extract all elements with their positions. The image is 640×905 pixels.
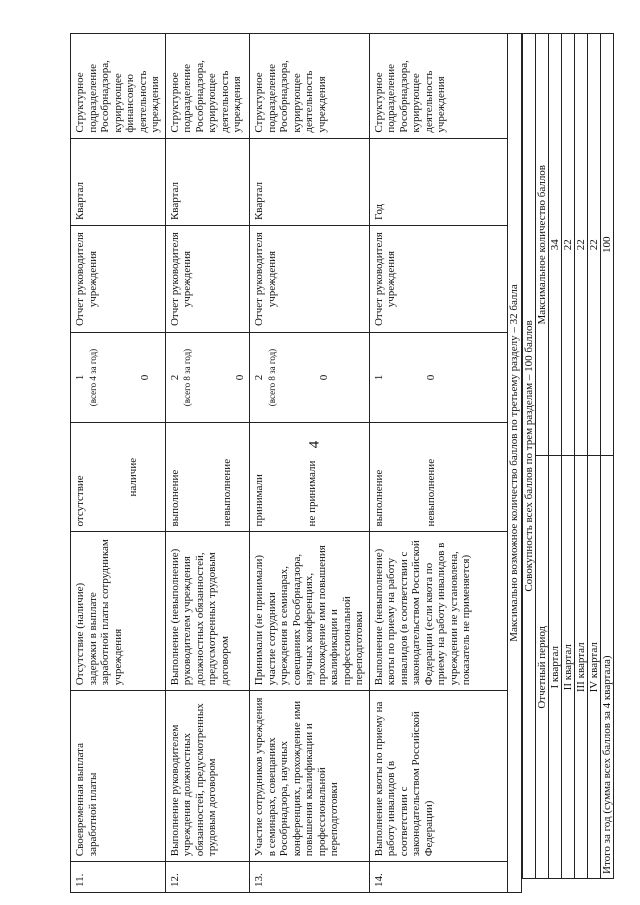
criterion: Выполнение (невыполнение) квоты по приему на работу инвалидов (в соответствии с законодательством Российской Федерации (если квота по приему на работу инвалидов в учреждении не установлена, показатель не применяется) [369, 532, 507, 691]
row-number: 11. [71, 862, 166, 893]
table-row [507, 34, 521, 893]
report-period: Квартал [165, 138, 250, 225]
summary-period: IV квартал [587, 456, 600, 879]
table-row [71, 34, 166, 893]
responsible-unit: Структурное подразделение Рособрнадзора, курирующее деятельность учреждения [250, 34, 370, 139]
summary-col-max: Максимальное количество баллов [535, 34, 548, 457]
points-b: 0 [139, 374, 151, 381]
summary-table [522, 33, 614, 879]
table-row [369, 34, 507, 893]
table-row [165, 34, 250, 893]
points-note: (всего 8 за год) [266, 348, 277, 407]
page-number: 4 [306, 440, 323, 449]
section-max-points: Максимально возможное количество баллов по третьему разделу – 32 балла [507, 34, 521, 893]
points [250, 333, 370, 423]
criterion-values [71, 422, 166, 532]
summary-period: II квартал [561, 456, 574, 879]
points [165, 333, 250, 423]
row-number: 12. [165, 862, 250, 893]
rotated-document [70, 33, 614, 893]
points-b: 0 [318, 374, 330, 381]
report-period: Квартал [250, 138, 370, 225]
responsible-unit: Структурное подразделение Рособрнадзора, курирующее деятельность учреждения [165, 34, 250, 139]
report-source: Отчет руководителя учреждения [165, 226, 250, 333]
summary-max: 22 [574, 34, 587, 457]
indicator-name: Участие сотрудников учреждения в семинарах, совещаниях Рособрнадзора, научных конференциях, прохождение ими повышения квалификации и профессиональной переподготовки [250, 691, 370, 862]
total-all-sections: Совокупность всех баллов по трем разделам – 100 баллов [522, 34, 535, 879]
indicator-name: Своевременная выплата заработной платы [71, 691, 166, 862]
indicator-name: Выполнение квоты по приему на работу инвалидов (в соответствии с законодательством Российской Федерации) [369, 691, 507, 862]
criterion-values [165, 422, 250, 532]
summary-max: 100 [600, 34, 613, 457]
report-source: Отчет руководителя учреждения [369, 226, 507, 333]
criterion-values [369, 422, 507, 532]
summary-row [548, 34, 561, 879]
points-note: (всего 4 за год) [87, 348, 98, 407]
row-number: 14. [369, 862, 507, 893]
criterion: Отсутствие (наличие) задержки в выплате заработной платы сотрудникам учреждения [71, 532, 166, 691]
points [369, 333, 507, 423]
summary-header-row [535, 34, 548, 879]
report-source: Отчет руководителя учреждения [250, 226, 370, 333]
responsible-unit: Структурное подразделение Рособрнадзора, курирующее финансовую деятельность учреждения [71, 34, 166, 139]
responsible-unit: Структурное подразделение Рособрнадзора, курирующее деятельность учреждения [369, 34, 507, 139]
points-b: 0 [425, 374, 437, 381]
summary-period: Итого за год (сумма всех баллов за 4 квартала) [600, 456, 613, 879]
points-a: 2 [168, 374, 181, 381]
summary-max: 34 [548, 34, 561, 457]
points-note: (всего 8 за год) [182, 348, 192, 407]
value-a: выполнение [168, 469, 181, 527]
summary-total-row [522, 34, 535, 879]
points-b: 0 [233, 374, 246, 381]
indicators-table [70, 33, 522, 893]
points-a: 1 [372, 374, 385, 381]
summary-row [561, 34, 574, 879]
summary-col-period: Отчетный период [535, 456, 548, 879]
criterion: Выполнение (невыполнение) руководителем учреждения должностных обязанностей, предусмотренных трудовым договором [165, 532, 250, 691]
report-period: Год [369, 138, 507, 225]
value-b: невыполнение [425, 458, 437, 527]
summary-max: 22 [587, 34, 600, 457]
row-number: 13. [250, 862, 370, 893]
indicator-name: Выполнение руководителем учреждения должностных обязанностей, предусмотренных трудовым договором [165, 691, 250, 862]
summary-row [587, 34, 600, 879]
value-a: выполнение [372, 469, 385, 527]
points-a: 1 [74, 374, 86, 381]
table-row [250, 34, 370, 893]
report-period: Квартал [71, 138, 166, 225]
value-a: отсутствие [74, 475, 86, 527]
points [71, 333, 166, 423]
value-b: невыполнение [221, 458, 233, 527]
value-b: наличие [126, 457, 139, 497]
value-a: принимали [253, 474, 265, 527]
summary-period: III квартал [574, 456, 587, 879]
summary-period: I квартал [548, 456, 561, 879]
summary-max: 22 [561, 34, 574, 457]
points-a: 2 [253, 374, 265, 381]
criterion-values [250, 422, 370, 532]
summary-row [574, 34, 587, 879]
criterion: Принимали (не принимали) участие сотрудники учреждения в семинарах, совещаниях Рособрнадзора, научных конференциях, прохождение ими повышения квалификации и профессиональной переподготовки [250, 532, 370, 691]
value-b: не принимали [305, 460, 318, 527]
report-source: Отчет руководителя учреждения [71, 226, 166, 333]
summary-row [600, 34, 613, 879]
